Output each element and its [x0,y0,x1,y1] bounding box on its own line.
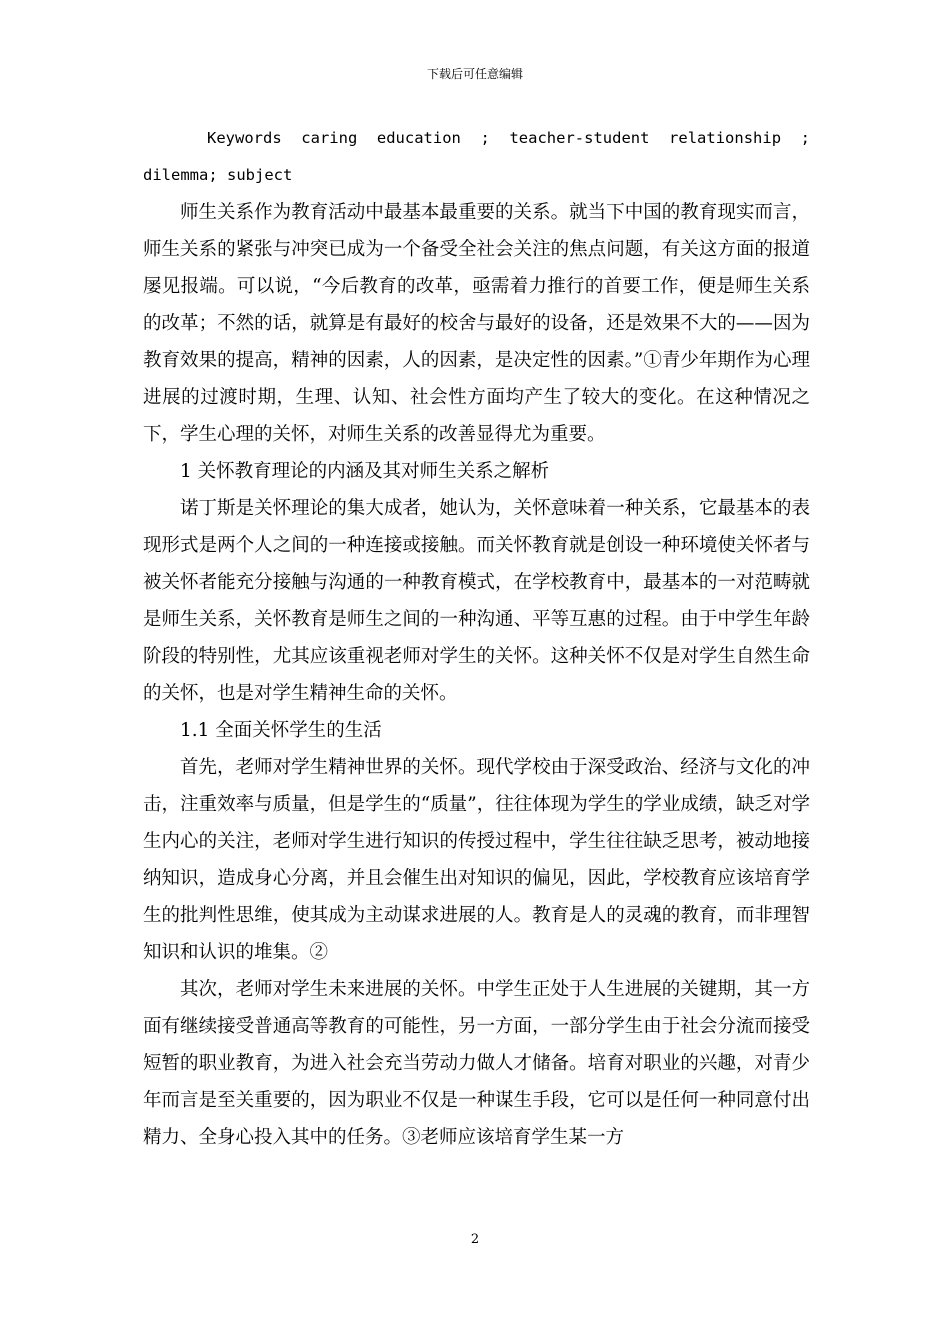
keywords-text: caring education ; teacher-student relationship ; dilemma; subject [143,129,810,184]
section-1-heading: 1 关怀教育理论的内涵及其对师生关系之解析 [180,461,550,482]
page-header: 下载后可任意编辑 [426,67,523,81]
keywords-label: Keywords [207,129,282,147]
section-1-1-paragraph-2: 其次，老师对学生未来进展的关怀。中学生正处于人生进展的关键期，其一方面有继续接受普通高等教育的可能性，另一方面，一部分学生由于社会分流而接受短暂的职业教育，为进入社会充当劳动力做人才储备。培育对职业的兴趣，对青少年而言是至关重要的，因为职业不仅是一种谋生手段，它可以是任何一种同意付出精力、全身心投入其中的任务。③老师应该培育学生某一方 [143,979,810,1148]
keywords-line [143,120,810,194]
document-body [143,120,810,1156]
page-number: 2 [470,1232,480,1247]
section-1-paragraph: 诺丁斯是关怀理论的集大成者，她认为，关怀意味着一种关系，它最基本的表现形式是两个人之间的一种连接或接触。而关怀教育就是创设一种环境使关怀者与被关怀者能充分接触与沟通的一种教育模式，在学校教育中，最基本的一对范畴就是师生关系，关怀教育是师生之间的一种沟通、平等互惠的过程。由于中学生年龄阶段的特别性，尤其应该重视老师对学生的关怀。这种关怀不仅是对学生自然生命的关怀，也是对学生精神生命的关怀。 [143,498,810,704]
intro-paragraph: 师生关系作为教育活动中最基本最重要的关系。就当下中国的教育现实而言，师生关系的紧张与冲突已成为一个备受全社会关注的焦点问题，有关这方面的报道屡见报端。可以说，“今后教育的改革，亟需着力推行的首要工作，便是师生关系的改革；不然的话，就算是有最好的校舍与最好的设备，还是效果不大的——因为教育效果的提高，精神的因素，人的因素，是决定性的因素。”①青少年期作为心理进展的过渡时期，生理、认知、社会性方面均产生了较大的变化。在这种情况之下，学生心理的关怀，对师生关系的改善显得尤为重要。 [143,202,810,445]
section-1-1-paragraph-1: 首先，老师对学生精神世界的关怀。现代学校由于深受政治、经济与文化的冲击，注重效率与质量，但是学生的“质量”，往往体现为学生的学业成绩，缺乏对学生内心的关注，老师对学生进行知识的传授过程中，学生往往缺乏思考，被动地接纳知识，造成身心分离，并且会催生出对知识的偏见，因此，学校教育应该培育学生的批判性思维，使其成为主动谋求进展的人。教育是人的灵魂的教育，而非理智知识和认识的堆集。② [143,757,810,963]
section-1-1-heading: 1.1 全面关怀学生的生活 [180,720,382,741]
